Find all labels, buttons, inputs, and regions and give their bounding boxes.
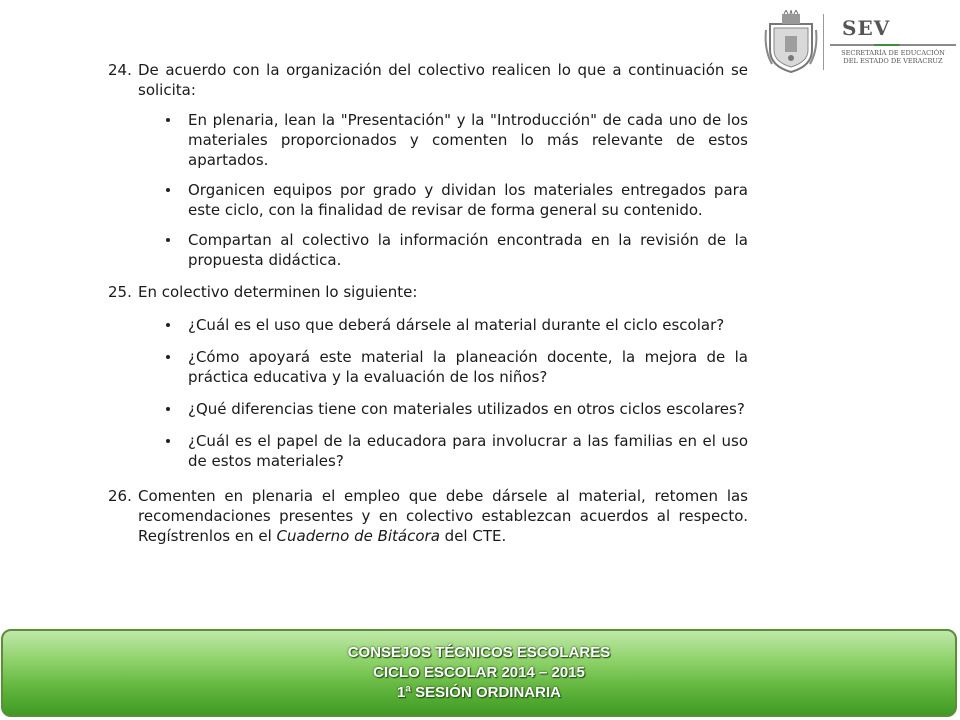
list-item [108, 230, 748, 270]
list-item-text: Compartan al colectivo la información encontrada en la revisión de la propuesta didáctica. [188, 231, 748, 269]
sev-subtitle-line2: DEL ESTADO DE VERACRUZ [843, 57, 943, 65]
question-number: 25. [108, 283, 132, 301]
question-24 [108, 60, 748, 100]
footer-text [3, 643, 955, 703]
sev-title: SEV [842, 16, 891, 40]
question-text [138, 486, 748, 546]
question-text-part: del CTE. [439, 527, 507, 545]
bullet-icon [166, 407, 170, 411]
question-number: 24. [108, 61, 132, 79]
list-item-text: ¿Cuál es el papel de la educadora para involucrar a las familias en el uso de estos materiales? [188, 432, 748, 470]
question-text: En colectivo determinen lo siguiente: [138, 283, 418, 301]
question-text-part: Comenten en plenaria el empleo que debe dársele al material, retomen las recomendaciones presentes y en colectivo establezcan acuerdos al respecto. Regístrenlos en el [138, 487, 748, 545]
bullet-icon [166, 188, 170, 192]
list-item [108, 315, 748, 335]
notebook-title: Cuaderno de Bitácora [276, 527, 440, 545]
list-item [108, 431, 748, 471]
list-item [108, 110, 748, 170]
bullet-icon [166, 238, 170, 242]
bullet-icon [166, 439, 170, 443]
list-item-text: En plenaria, lean la "Presentación" y la "Introducción" de cada uno de los materiales proporcionados y comenten lo más relevante de estos apartados. [188, 111, 748, 169]
list-item-text: ¿Cuál es el uso que deberá dársele al material durante el ciclo escolar? [188, 316, 725, 334]
footer-line-2: CICLO ESCOLAR 2014 – 2015 [373, 664, 585, 681]
state-seal-icon [764, 10, 818, 74]
list-item-text: ¿Cómo apoyará este material la planeación docente, la mejora de la práctica educativa y la evaluación de los niños? [188, 348, 748, 386]
bullet-icon [166, 355, 170, 359]
sev-subtitle-line1: SECRETARÍA DE EDUCACIÓN [841, 49, 945, 57]
list-item-text: ¿Qué diferencias tiene con materiales utilizados en otros ciclos escolares? [188, 400, 745, 418]
sev-rule [830, 44, 956, 46]
sev-subtitle [828, 49, 958, 65]
footer-line-3: 1ª SESIÓN ORDINARIA [397, 684, 561, 701]
list-item-text: Organicen equipos por grado y dividan los materiales entregados para este ciclo, con la finalidad de revisar de forma general su contenido. [188, 181, 748, 219]
question-text: De acuerdo con la organización del colectivo realicen lo que a continuación se solicita: [138, 61, 748, 99]
footer-line-1: CONSEJOS TÉCNICOS ESCOLARES [347, 644, 611, 661]
list-item [108, 180, 748, 220]
footer-banner [1, 629, 957, 717]
sev-logo [760, 8, 956, 74]
question-25-list [108, 315, 748, 471]
list-item [108, 347, 748, 387]
question-24-list [108, 110, 748, 270]
question-number: 26. [108, 487, 132, 505]
list-item [108, 399, 748, 419]
activity-content [108, 60, 748, 546]
bullet-icon [166, 323, 170, 327]
logo-divider [823, 14, 824, 70]
question-25 [108, 282, 748, 302]
question-26 [108, 486, 748, 546]
bullet-icon [166, 118, 170, 122]
